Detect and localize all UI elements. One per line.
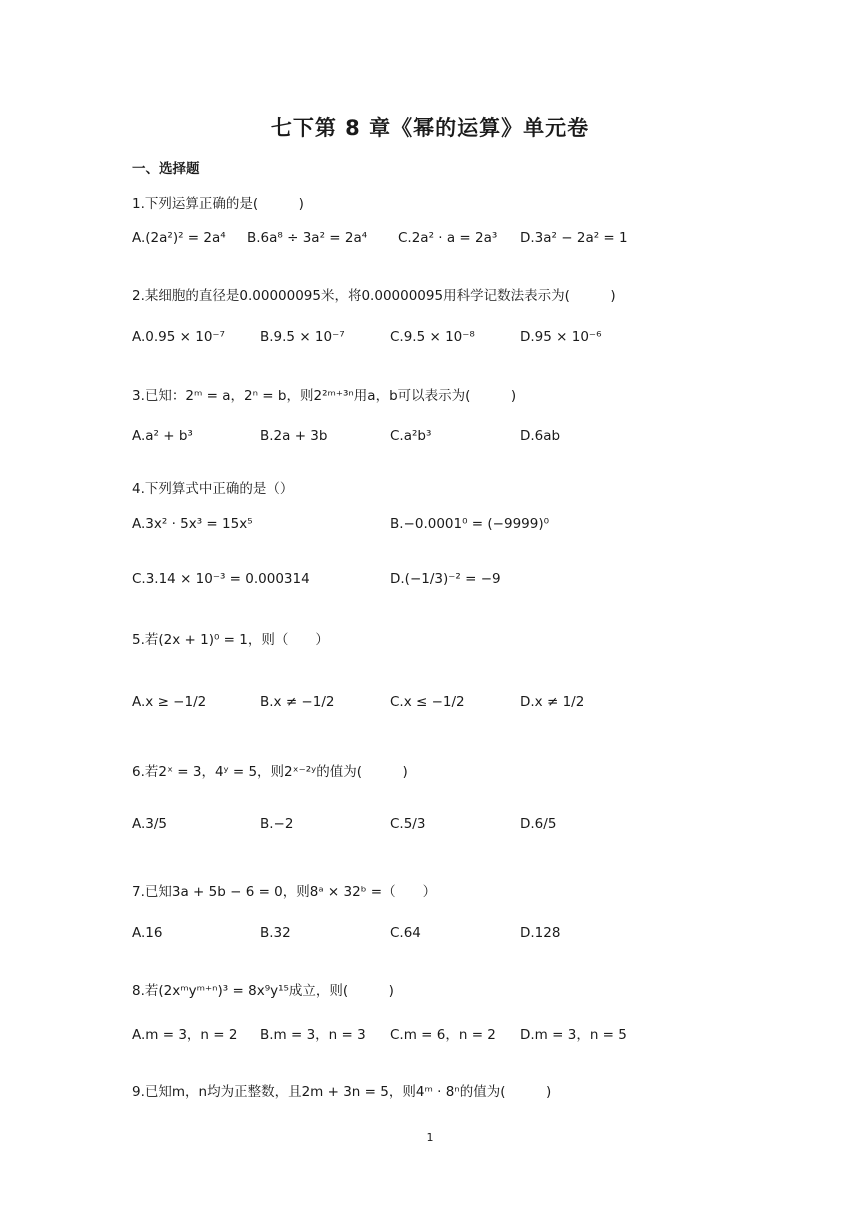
question-3-option-d: D.6ab xyxy=(520,428,561,444)
question-6-option-c: C.5/3 xyxy=(390,816,426,832)
question-6-option-b: B.−2 xyxy=(260,816,294,832)
question-9-stem: 9.已知m，n均为正整数，且2m + 3n = 5，则4ᵐ · 8ⁿ的值为( ) xyxy=(132,1084,552,1100)
question-7-option-c: C.64 xyxy=(390,925,421,941)
question-1-option-c: C.2a² · a = 2a³ xyxy=(398,230,498,246)
question-4-option-d: D.(−1/3)⁻² = −9 xyxy=(390,571,501,587)
question-8-option-c: C.m = 6，n = 2 xyxy=(390,1027,496,1043)
question-2-option-d: D.95 × 10⁻⁶ xyxy=(520,329,602,345)
question-2-option-a: A.0.95 × 10⁻⁷ xyxy=(132,329,225,345)
question-5-option-d: D.x ≠ 1/2 xyxy=(520,694,585,710)
question-7-option-d: D.128 xyxy=(520,925,561,941)
question-5-option-b: B.x ≠ −1/2 xyxy=(260,694,335,710)
question-8-option-a: A.m = 3，n = 2 xyxy=(132,1027,238,1043)
question-2-stem: 2.某细胞的直径是0.00000095米，将0.00000095用科学记数法表示为( ) xyxy=(132,288,616,304)
question-5-option-a: A.x ≥ −1/2 xyxy=(132,694,207,710)
question-2-option-c: C.9.5 × 10⁻⁸ xyxy=(390,329,475,345)
question-5-stem: 5.若(2x + 1)⁰ = 1，则（ ） xyxy=(132,632,329,648)
question-4-option-b: B.−0.0001⁰ = (−9999)⁰ xyxy=(390,516,550,532)
question-8-option-b: B.m = 3，n = 3 xyxy=(260,1027,366,1043)
page-number: 1 xyxy=(426,1131,434,1144)
question-6-option-a: A.3/5 xyxy=(132,816,168,832)
question-6-stem: 6.若2ˣ = 3，4ʸ = 5，则2ˣ⁻²ʸ的值为( ) xyxy=(132,764,408,780)
question-3-option-b: B.2a + 3b xyxy=(260,428,328,444)
question-3-option-a: A.a² + b³ xyxy=(132,428,193,444)
question-2-option-b: B.9.5 × 10⁻⁷ xyxy=(260,329,345,345)
question-1-stem: 1.下列运算正确的是( ) xyxy=(132,196,304,212)
question-7-stem: 7.已知3a + 5b − 6 = 0，则8ᵃ × 32ᵇ =（ ） xyxy=(132,884,437,900)
question-1-option-a: A.(2a²)² = 2a⁴ xyxy=(132,230,226,246)
question-8-stem: 8.若(2xᵐyᵐ⁺ⁿ)³ = 8x⁹y¹⁵成立，则( ) xyxy=(132,983,394,999)
question-3-option-c: C.a²b³ xyxy=(390,428,432,444)
question-1-option-b: B.6a⁸ ÷ 3a² = 2a⁴ xyxy=(247,230,368,246)
document-title: 七下第 8 章《幂的运算》单元卷 xyxy=(270,116,590,140)
question-8-option-d: D.m = 3，n = 5 xyxy=(520,1027,627,1043)
question-1-option-d: D.3a² − 2a² = 1 xyxy=(520,230,628,246)
question-7-option-b: B.32 xyxy=(260,925,291,941)
section-heading: 一、选择题 xyxy=(132,161,200,177)
question-6-option-d: D.6/5 xyxy=(520,816,557,832)
question-5-option-c: C.x ≤ −1/2 xyxy=(390,694,465,710)
question-4-option-a: A.3x² · 5x³ = 15x⁵ xyxy=(132,516,253,532)
question-3-stem: 3.已知：2ᵐ = a，2ⁿ = b，则2²ᵐ⁺³ⁿ用a，b可以表示为( ) xyxy=(132,388,517,404)
question-4-stem: 4.下列算式中正确的是（） xyxy=(132,481,294,497)
question-4-option-c: C.3.14 × 10⁻³ = 0.000314 xyxy=(132,571,310,587)
question-7-option-a: A.16 xyxy=(132,925,163,941)
